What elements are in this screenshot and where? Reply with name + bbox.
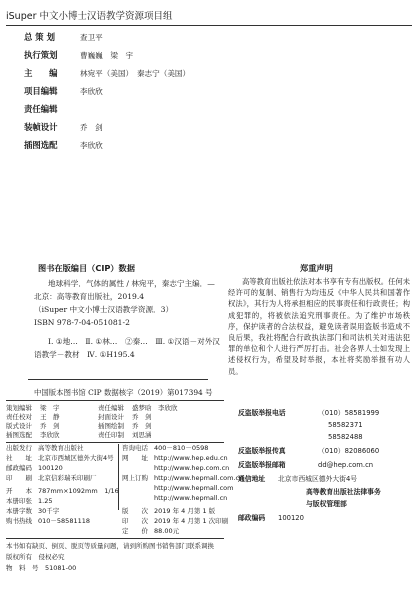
staff-row xyxy=(24,138,103,152)
credit-row: 版式设计 乔 剑 xyxy=(6,422,60,430)
rights-note: 版权所有 侵权必究 xyxy=(6,553,65,561)
pub-value: 787mm×1092mm 1/16 xyxy=(38,487,119,495)
fax-label: 反盗版举报传真 xyxy=(238,447,286,455)
credit-row: 封面设计 乔 剑 xyxy=(98,413,152,421)
pub-label: 印 次 xyxy=(122,517,148,525)
staff-row xyxy=(24,84,103,98)
pub-value: http://www.hepmall.cn xyxy=(154,494,228,502)
credit-row: 插图绘制 乔 剑 xyxy=(98,422,152,430)
pub-bottom-rule xyxy=(6,538,224,539)
staff-names: 查卫平 xyxy=(80,33,103,42)
hotline-number: 58582488 xyxy=(328,433,363,441)
credits-bottom-rule xyxy=(6,442,224,443)
pub-value: 1.25 xyxy=(38,497,53,505)
credit-row: 责任编辑 盛梦晗 李欣欣 xyxy=(98,404,178,412)
cip-line: 北京：高等教育出版社，2019.4 xyxy=(34,292,145,301)
pub-value: 010－58581118 xyxy=(38,517,90,525)
pub-value: 北京市西城区德外大街4号 xyxy=(38,454,114,462)
copyright-title: 郑重声明 xyxy=(300,263,333,273)
zip-label: 邮政编码 xyxy=(238,514,266,522)
pub-label: 咨询电话 xyxy=(122,444,148,452)
email-label: 反盗版举报邮箱 xyxy=(238,461,286,469)
pub-table-divider xyxy=(118,444,119,510)
pub-label: 版 次 xyxy=(122,507,148,515)
header-rule xyxy=(6,25,412,26)
staff-role: 执行策划 xyxy=(24,50,58,60)
pub-value: 高等教育出版社 xyxy=(38,444,84,452)
pub-value: http://www.hep.edu.cn xyxy=(154,454,228,462)
zip-code: 100120 xyxy=(278,514,304,522)
staff-row xyxy=(24,48,133,62)
series-title: iSuper 中文小博士汉语教学资源项目组 xyxy=(6,11,173,22)
staff-row xyxy=(24,66,190,80)
pub-label: 网上订购 xyxy=(122,474,148,482)
staff-role: 项目编辑 xyxy=(24,86,58,96)
pub-label: 社 址 xyxy=(6,454,32,462)
pub-value: http://www.hepmall.com xyxy=(154,484,234,492)
pub-value: 400－810－0598 xyxy=(154,444,209,452)
hotline-label: 反盗版举报电话 xyxy=(238,409,286,417)
mail-address: 与版权管理部 xyxy=(306,500,347,508)
cip-rule xyxy=(28,379,208,380)
pub-value: 100120 xyxy=(38,464,63,472)
pub-label: 邮政编码 xyxy=(6,464,32,472)
credit-row: 责任校对 王 静 xyxy=(6,413,60,421)
cip-line: 语教学－教材 Ⅳ. ①H195.4 xyxy=(34,350,135,359)
fax-number: （010）82086060 xyxy=(318,447,380,455)
staff-role: 主 编 xyxy=(24,68,58,78)
staff-names: 乔 剑 xyxy=(80,123,103,132)
cip-number: 中国版本图书馆 CIP 数据核字（2019）第017394 号 xyxy=(34,388,213,397)
pub-value: http://www.hep.com.cn xyxy=(154,464,230,472)
staff-names: 曹巍巍 梁 宇 xyxy=(80,51,134,60)
pub-value: 88.00元 xyxy=(154,527,180,535)
pub-label: 本册字数 xyxy=(6,507,32,515)
pub-value: 2019 年 4 月第 1 次印刷 xyxy=(154,517,229,525)
staff-row xyxy=(24,120,103,134)
staff-names: 李欣欣 xyxy=(80,141,103,150)
staff-row xyxy=(24,30,103,44)
hotline-number: 58582371 xyxy=(328,421,363,429)
cip-title: 图书在版编目（CIP）数据 xyxy=(38,263,135,273)
credit-row: 责任印制 刘思涵 xyxy=(98,431,152,439)
pub-label: 购书热线 xyxy=(6,517,32,525)
mail-address: 北京市西城区德外大街4号 xyxy=(278,475,358,483)
staff-names: 李欣欣 xyxy=(80,87,103,96)
pub-label: 出版发行 xyxy=(6,444,32,452)
staff-role: 装帧设计 xyxy=(24,122,58,132)
pub-label: 印 刷 xyxy=(6,474,32,482)
pub-value: http://www.hepmall.com.cn xyxy=(154,474,244,482)
cip-line: ISBN 978-7-04-051081-2 xyxy=(34,318,130,327)
credit-row: 策划编辑 梁 宇 xyxy=(6,404,60,412)
hotline-number: （010）58581999 xyxy=(318,409,380,417)
cip-line: Ⅰ. ①地… Ⅱ. ①林… ②秦… Ⅲ. ①汉语－对外汉 xyxy=(48,337,220,346)
staff-names: 林宛平（美国） 秦志宁（美国） xyxy=(80,69,191,78)
copyright-body: 高等教育出版社依法对本书享有专有出版权。任何未经许可的复制、销售行为均违反《中华人民共和国著作权法》，其行为人将承担相应的民事责任和行政责任；构成犯罪的，将被依法追究刑事责任。为了维护市场秩序，保护读者的合法权益，避免读者误用盗版书造成不良后果，我社将配合行政执法部门和司法机关对违法犯罪的单位和个人进行严厉打击。社会各界人士如发现上述侵权行为，希望及时举报，本社将奖励举报有功人员。 xyxy=(228,277,410,376)
mail-address-label: 通信地址 xyxy=(238,475,266,483)
staff-role: 责任编辑 xyxy=(24,104,58,114)
pub-label: 开 本 xyxy=(6,487,32,495)
material-number: 物 料 号 51081-00 xyxy=(6,564,77,572)
quality-note: 本书如有缺页、倒页、脱页等质量问题，请到所购图书销售部门联系调换 xyxy=(6,542,214,550)
mail-address: 高等教育出版社法律事务 xyxy=(306,488,381,496)
cip-line: （iSuper 中文小博士汉语教学资源．3） xyxy=(34,305,174,314)
pub-value: 北京信彩瑞禾印刷厂 xyxy=(38,474,97,482)
cip-line: 地球科学．气体的属性 / 林宛平，秦志宁主编．— xyxy=(48,279,215,288)
pub-value: 30千字 xyxy=(38,507,60,515)
pub-label: 网 址 xyxy=(122,454,148,462)
staff-row xyxy=(24,102,80,116)
pub-label: 本册印张 xyxy=(6,497,32,505)
staff-role: 插图选配 xyxy=(24,140,58,150)
pub-label: 定 价 xyxy=(122,527,148,535)
staff-role: 总 策 划 xyxy=(24,32,55,42)
credits-top-rule xyxy=(6,400,224,401)
email-address: dd@hep.com.cn xyxy=(318,461,374,469)
pub-value: 2019 年 4 月第 1 版 xyxy=(154,507,216,515)
credit-row: 插图选配 李欣欣 xyxy=(6,431,60,439)
